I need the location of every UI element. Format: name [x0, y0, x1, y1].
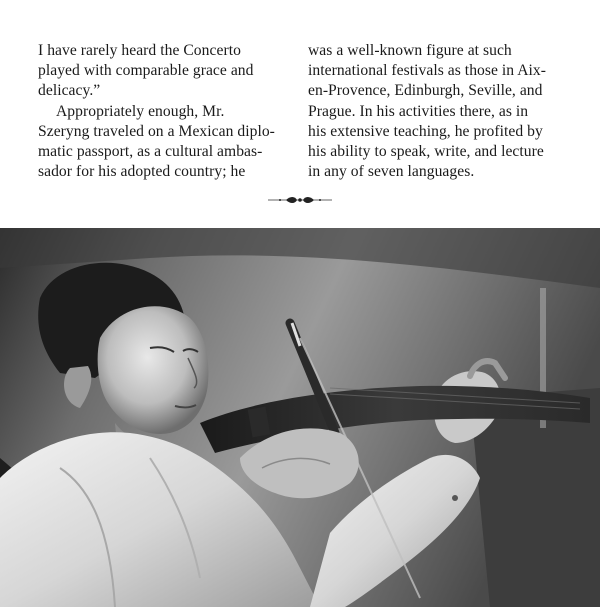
violinist-photo	[0, 228, 600, 607]
text-line: in any of seven languages.	[308, 163, 475, 181]
text-line: international festivals as those in Aix-	[308, 62, 547, 80]
text-line: delicacy.”	[38, 82, 101, 100]
text-line: played with comparable grace and	[38, 62, 254, 80]
text-line: I have rarely heard the Concerto	[38, 42, 241, 59]
text-line: was a well-known figure at such	[308, 42, 512, 59]
text-line: Appropriately enough, Mr.	[56, 102, 225, 120]
text-line: his extensive teaching, he profited by	[308, 122, 543, 140]
left-column	[38, 41, 296, 182]
violinist-photo-svg	[0, 228, 600, 607]
body-text	[38, 41, 578, 182]
text-line: Szeryng traveled on a Mexican diplo-	[38, 122, 275, 140]
text-line: his ability to speak, write, and lecture	[308, 143, 544, 161]
right-column	[308, 41, 578, 182]
text-line: sador for his adopted country; he	[38, 163, 246, 181]
text-line: matic passport, as a cultural ambas-	[38, 143, 263, 161]
decorative-scroll-divider-icon	[268, 195, 332, 205]
text-line: en-Provence, Edinburgh, Seville, and	[308, 82, 543, 100]
text-line: Prague. In his activities there, as in	[308, 102, 529, 120]
